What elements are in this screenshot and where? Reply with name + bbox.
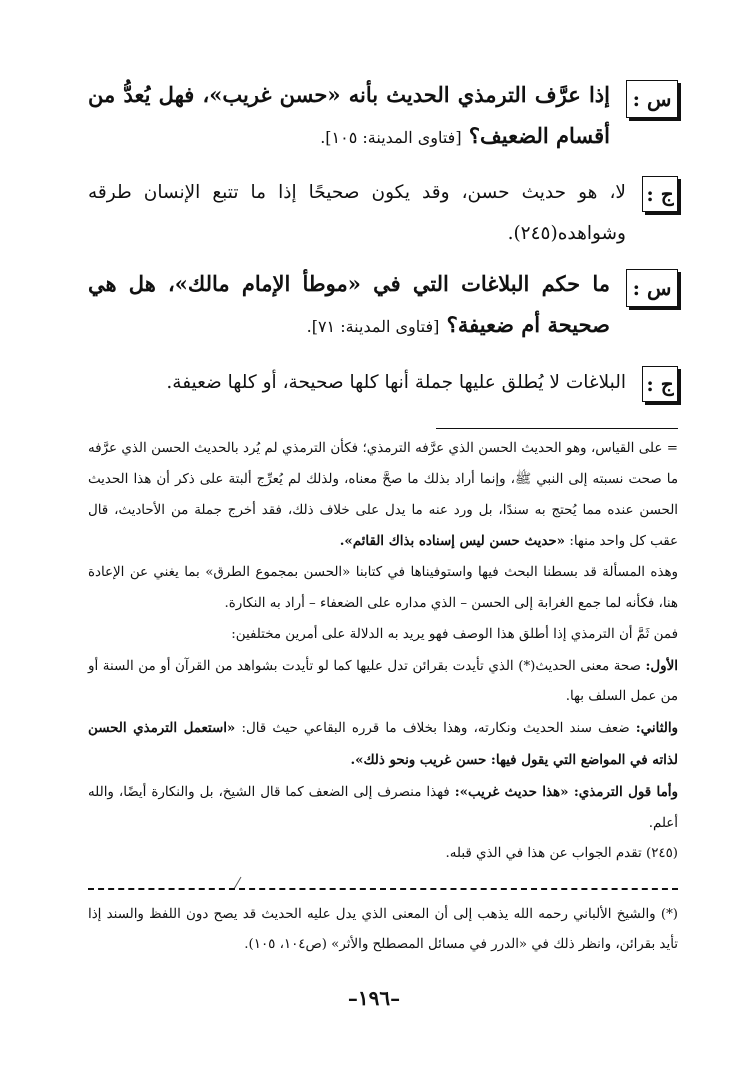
note-paragraph [88, 434, 678, 558]
note-paragraph: فمن ثَمَّ أن الترمذي إذا أطلق هذا الوصف فهو يريد به الدلالة على أمرين مختلفين: [231, 626, 678, 642]
note-paragraph: وهذه المسألة قد بسطنا البحث فيها واستوفيناها في كتابنا «الحسن بمجموع الطرق» بما يغني عن الإعادة هنا، فكأنه لما جمع الغرابة إلى الحسن – الذي مداره على الضعفاء – أراد به النكارة. [88, 565, 678, 611]
question-marker: س : [626, 269, 678, 307]
note-paragraph [88, 651, 678, 714]
note-paragraph [88, 777, 678, 840]
question-2 [88, 263, 678, 347]
answer-1 [88, 172, 678, 254]
answer-1-text: لا، هو حديث حسن، وقد يكون صحيحًا إذا ما تتبع الإنسان طرقه وشواهده(٢٤٥). [88, 182, 626, 244]
note-paragraph [88, 713, 678, 777]
note-lead: والثاني: [635, 720, 679, 737]
note-text: صحة معنى الحديث(*) الذي تأيدت بقرائن تدل عليها كما لو تأيدت بشواهد من القرآن أو من السنة أو من عمل السلف بها. [88, 658, 678, 705]
asterisk-footnote [88, 900, 678, 960]
answer-2-text: البلاغات لا يُطلق عليها جملة أنها كلها صحيحة، أو كلها ضعيفة. [166, 372, 626, 393]
answer-marker: ج : [642, 366, 678, 402]
footnote-text: (*) والشيخ الألباني رحمه الله يذهب إلى أن المعنى الذي يدل عليه الحديث قد يصح دون اللفظ والسند إذا تأيد بقرائن، وانظر ذلك في «الدرر في مسائل المصطلح والأثر» (ص١٠٤، ١٠٥). [88, 907, 678, 952]
note-lead: وأما قول الترمذي: «هذا حديث غريب»: [454, 783, 678, 800]
dashed-separator [88, 888, 678, 890]
question-text [88, 74, 610, 158]
footnotes-section [88, 434, 678, 870]
note-text: ضعف سند الحديث ونكارته، وهذا بخلاف ما قرره البقاعي حيث قال: [241, 721, 630, 737]
question-text [88, 263, 610, 347]
question-2-source: [فتاوى المدينة: ٧١]. [306, 317, 440, 336]
note-lead: الأول: [645, 657, 678, 674]
question-1 [88, 74, 678, 158]
answer-marker: ج : [642, 176, 678, 212]
question-1-text: إذا عرَّف الترمذي الحديث بأنه «حسن غريب»، فهل يُعدُّ من أقسام الضعيف؟ [88, 82, 610, 148]
note-text: فهذا منصرف إلى الضعف كما قال الشيخ، بل والنكارة أيضًا، والله أعلم. [88, 784, 678, 831]
note-quote: «استعمل الترمذي الحسن لذاته في المواضع التي يقول فيها: حسن غريب ونحو ذلك». [88, 720, 678, 768]
note-text: = على القياس، وهو الحديث الحسن الذي عرَّفه الترمذي؛ فكأن الترمذي لم يُرد بالحديث الحسن الذي عرَّفه ما صحت نسبته إلى النبي ﷺ، وإنما أراد بذلك ما صحَّ معناه، ولذلك لم يُعرِّج ألبتة على ذكر أن هذا الحديث الحسن عنده مما يُحتج به سندًا، بل ورد عنه ما يدل على خلاف ذلك، فقد أخرج جملة من الأحاديث، قال عقب كل واحد منها: [88, 441, 678, 550]
question-1-source: [فتاوى المدينة: ١٠٥]. [320, 128, 462, 147]
note-paragraph: (٢٤٥) تقدم الجواب عن هذا في الذي قبله. [445, 846, 678, 862]
note-quote: «حديث حسن ليس إسناده بذاك القائم». [339, 533, 566, 550]
footnote-separator [436, 428, 678, 429]
question-marker: س : [626, 80, 678, 118]
page-number: –١٩٦– [347, 986, 401, 1010]
answer-2 [88, 362, 678, 403]
question-2-text: ما حكم البلاغات التي في «موطأ الإمام مالك»، هل هي صحيحة أم ضعيفة؟ [88, 271, 610, 337]
